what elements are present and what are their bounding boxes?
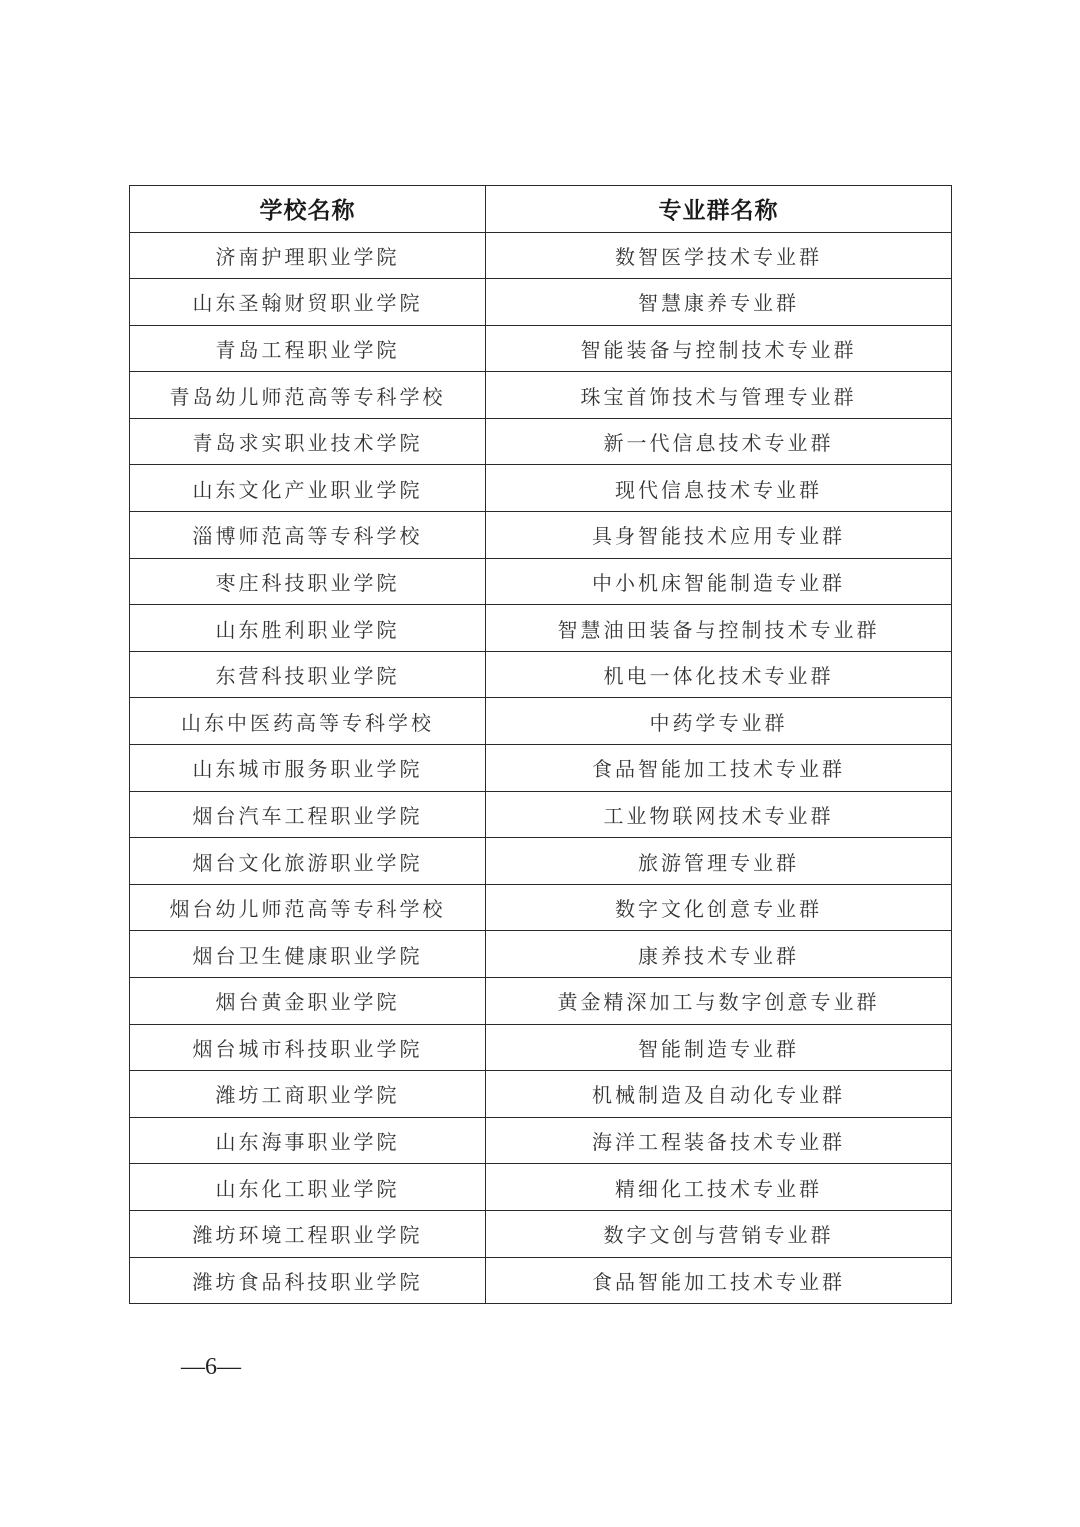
major-group-cell: 新一代信息技术专业群 (486, 418, 952, 465)
table-row (130, 418, 952, 465)
major-group-cell: 机电一体化技术专业群 (486, 651, 952, 698)
major-group-cell: 康养技术专业群 (486, 931, 952, 978)
header-school-name: 学校名称 (130, 186, 486, 233)
table-row (130, 232, 952, 279)
major-group-cell: 食品智能加工技术专业群 (486, 1257, 952, 1304)
table-row (130, 558, 952, 605)
school-name-cell: 枣庄科技职业学院 (130, 558, 486, 605)
school-name-cell: 山东圣翰财贸职业学院 (130, 279, 486, 326)
school-name-cell: 烟台幼儿师范高等专科学校 (130, 884, 486, 931)
major-group-cell: 机械制造及自动化专业群 (486, 1071, 952, 1118)
table-row (130, 512, 952, 559)
major-group-cell: 具身智能技术应用专业群 (486, 512, 952, 559)
school-name-cell: 淄博师范高等专科学校 (130, 512, 486, 559)
major-group-cell: 海洋工程装备技术专业群 (486, 1117, 952, 1164)
school-name-cell: 青岛求实职业技术学院 (130, 418, 486, 465)
school-name-cell: 烟台文化旅游职业学院 (130, 838, 486, 885)
table-row (130, 1164, 952, 1211)
major-group-cell: 智慧油田装备与控制技术专业群 (486, 605, 952, 652)
table-row (130, 465, 952, 512)
table-row (130, 1257, 952, 1304)
table-row (130, 745, 952, 792)
school-name-cell: 济南护理职业学院 (130, 232, 486, 279)
school-name-cell: 山东胜利职业学院 (130, 605, 486, 652)
major-group-cell: 中药学专业群 (486, 698, 952, 745)
major-group-cell: 工业物联网技术专业群 (486, 791, 952, 838)
school-name-cell: 烟台汽车工程职业学院 (130, 791, 486, 838)
major-group-cell: 黄金精深加工与数字创意专业群 (486, 978, 952, 1025)
table-row (130, 605, 952, 652)
major-group-cell: 中小机床智能制造专业群 (486, 558, 952, 605)
school-name-cell: 青岛幼儿师范高等专科学校 (130, 372, 486, 419)
table-row (130, 884, 952, 931)
table-row (130, 1210, 952, 1257)
table-row (130, 325, 952, 372)
major-group-cell: 智能制造专业群 (486, 1024, 952, 1071)
table-row (130, 651, 952, 698)
table-row (130, 791, 952, 838)
table-header-row (130, 186, 952, 233)
major-group-cell: 智能装备与控制技术专业群 (486, 325, 952, 372)
school-name-cell: 烟台卫生健康职业学院 (130, 931, 486, 978)
table-row (130, 1071, 952, 1118)
major-group-cell: 数字文创与营销专业群 (486, 1210, 952, 1257)
table-row (130, 1024, 952, 1071)
school-major-group-table (129, 185, 952, 1304)
school-name-cell: 山东化工职业学院 (130, 1164, 486, 1211)
school-name-cell: 东营科技职业学院 (130, 651, 486, 698)
school-name-cell: 青岛工程职业学院 (130, 325, 486, 372)
school-name-cell: 山东文化产业职业学院 (130, 465, 486, 512)
header-major-group-name: 专业群名称 (486, 186, 952, 233)
major-group-cell: 食品智能加工技术专业群 (486, 745, 952, 792)
school-name-cell: 烟台黄金职业学院 (130, 978, 486, 1025)
table-row (130, 698, 952, 745)
table-row (130, 978, 952, 1025)
table-row (130, 372, 952, 419)
major-group-cell: 现代信息技术专业群 (486, 465, 952, 512)
major-group-cell: 旅游管理专业群 (486, 838, 952, 885)
table-row (130, 931, 952, 978)
school-name-cell: 山东海事职业学院 (130, 1117, 486, 1164)
school-name-cell: 潍坊工商职业学院 (130, 1071, 486, 1118)
school-name-cell: 潍坊食品科技职业学院 (130, 1257, 486, 1304)
table-row (130, 838, 952, 885)
major-group-cell: 珠宝首饰技术与管理专业群 (486, 372, 952, 419)
major-group-cell: 精细化工技术专业群 (486, 1164, 952, 1211)
school-name-cell: 潍坊环境工程职业学院 (130, 1210, 486, 1257)
school-name-cell: 山东中医药高等专科学校 (130, 698, 486, 745)
major-group-cell: 数智医学技术专业群 (486, 232, 952, 279)
major-group-cell: 智慧康养专业群 (486, 279, 952, 326)
table-row (130, 1117, 952, 1164)
school-name-cell: 山东城市服务职业学院 (130, 745, 486, 792)
page-number: —6— (181, 1354, 241, 1380)
table-row (130, 279, 952, 326)
school-name-cell: 烟台城市科技职业学院 (130, 1024, 486, 1071)
major-group-cell: 数字文化创意专业群 (486, 884, 952, 931)
